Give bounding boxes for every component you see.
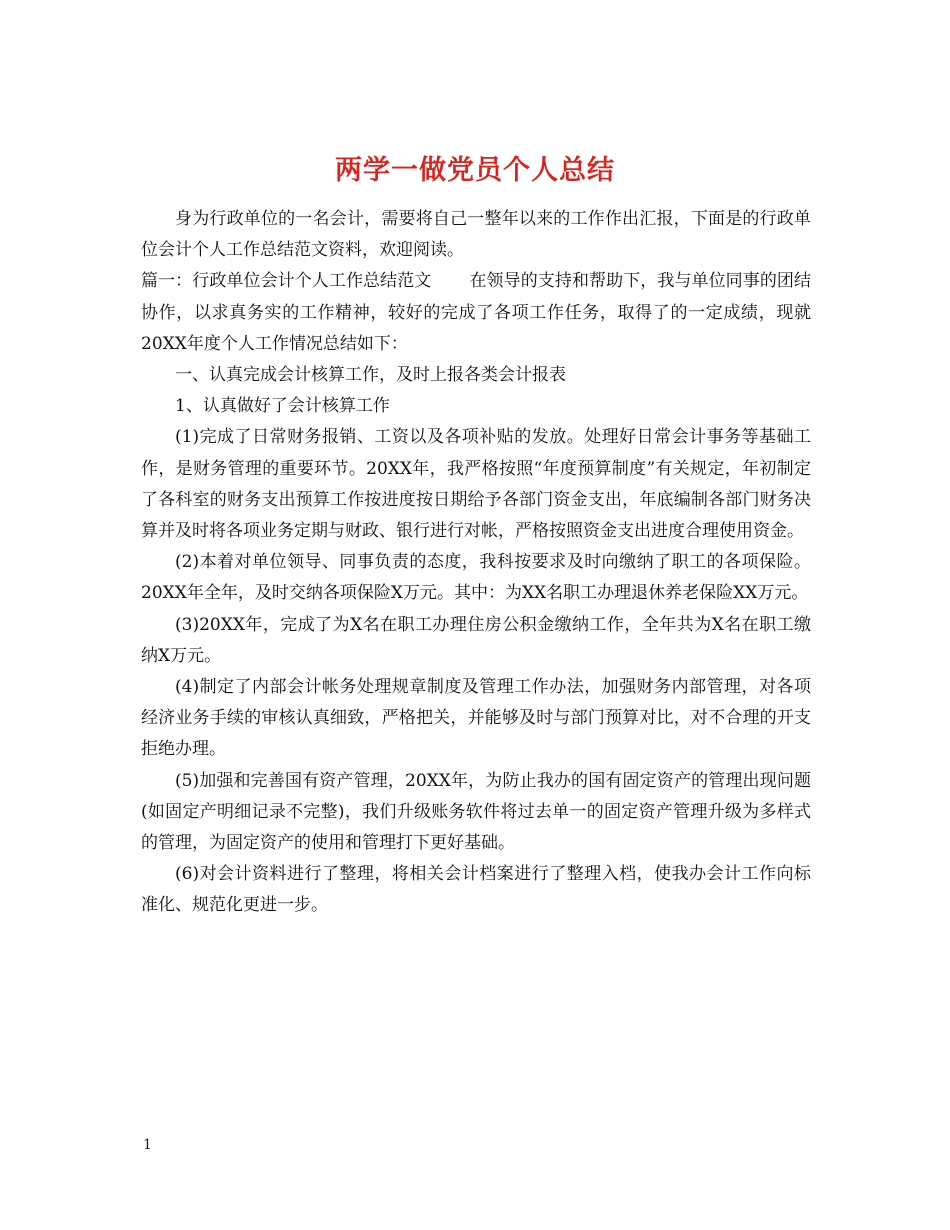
item-paragraph: (3)20XX年，完成了为X名在职工办理住房公积金缴纳工作，全年共为X名在职工缴纳X万元。 <box>141 614 811 666</box>
intro-paragraph: 身为行政单位的一名会计，需要将自己一整年以来的工作作出汇报，下面是的行政单位会计个人工作总结范文资料，欢迎阅读。 <box>141 209 811 261</box>
article-opening: 在领导的支持和帮助下，我与单位同事的团结协作，以求真务实的工作精神，较好的完成了各项工作任务，取得了的一定成绩，现就20XX年度个人工作情况总结如下： <box>141 271 812 354</box>
document-body <box>141 204 811 922</box>
article-paragraph <box>141 266 811 360</box>
section-heading: 一、认真完成会计核算工作，及时上报各类会计报表 <box>175 365 566 386</box>
item-paragraph: (6)对会计资料进行了整理，将相关会计档案进行了整理入档，使我办会计工作向标准化、规范化更进一步。 <box>141 864 811 916</box>
item-paragraph: (4)制定了内部会计帐务处理规章制度及管理工作办法，加强财务内部管理，对各项经济业务手续的审核认真细致，严格把关，并能够及时与部门预算对比，对不合理的开支拒绝办理。 <box>141 677 811 760</box>
item-paragraph: (1)完成了日常财务报销、工资以及各项补贴的发放。处理好日常会计事务等基础工作，是财务管理的重要环节。20XX年，我严格按照“年度预算制度”有关规定，年初制定了各科室的财务支出预算工作按进度按日期给予各部门资金支出，年底编制各部门财务决算并及时将各项业务定期与财政、银行进行对帐，严格按照资金支出进度合理使用资金。 <box>141 427 811 542</box>
article-heading: 篇一：行政单位会计个人工作总结范文 <box>141 271 432 292</box>
item-paragraph: (5)加强和完善国有资产管理，20XX年，为防止我办的国有固定资产的管理出现问题(如固定产明细记录不完整)，我们升级账务软件将过去单一的固定资产管理升级为多样式的管理，为固定资产的使用和管理打下更好基础。 <box>141 770 811 854</box>
subsection-heading: 1、认真做好了会计核算工作 <box>175 396 390 417</box>
item-paragraph: (2)本着对单位领导、同事负责的态度，我科按要求及时向缴纳了职工的各项保险。20XX年全年，及时交纳各项保险X万元。其中：为XX名职工办理退休养老保险XX万元。 <box>141 552 811 604</box>
page-number: 1 <box>143 1137 152 1153</box>
document-title: 两学一做党员个人总结 <box>335 155 615 187</box>
